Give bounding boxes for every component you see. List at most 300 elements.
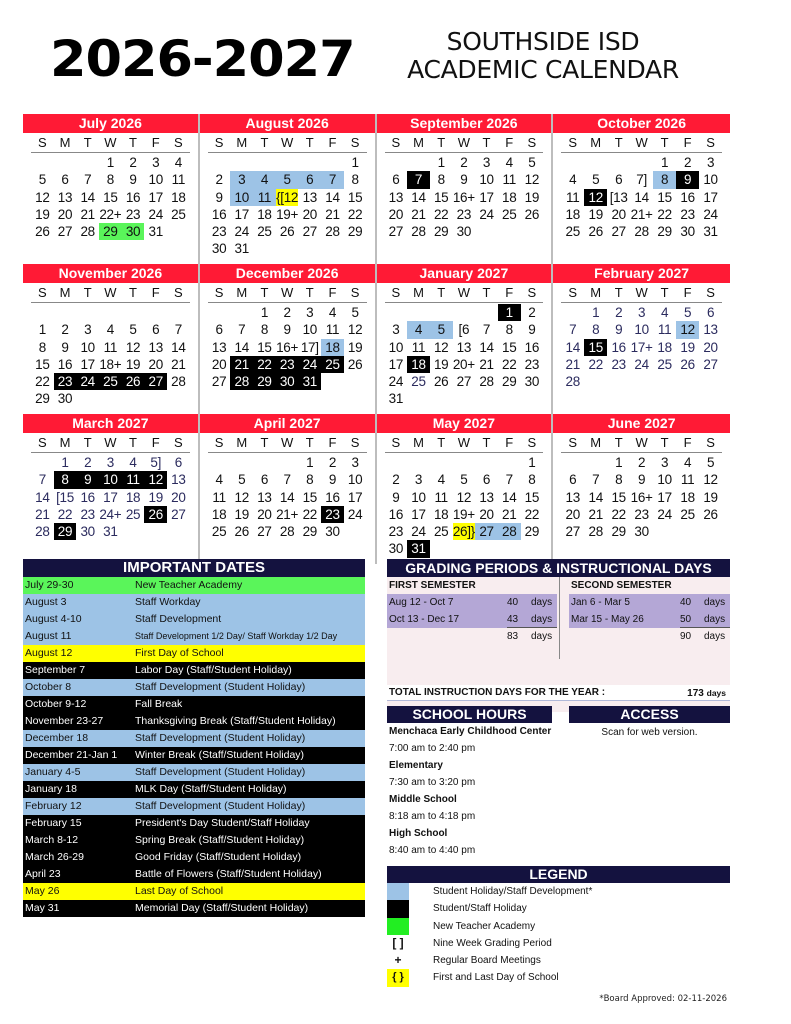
calendar-day: 14	[479, 339, 494, 355]
calendar-day: 4	[437, 472, 445, 488]
calendar-day: 30	[276, 373, 299, 390]
important-date-row	[23, 849, 365, 866]
legend-swatch-icon	[387, 883, 409, 900]
week-row	[31, 206, 190, 223]
important-date: January 4-5	[25, 766, 81, 778]
calendar-day: 2	[615, 305, 623, 320]
weekday-label: M	[59, 135, 71, 150]
calendar-day: 12	[347, 322, 363, 338]
calendar-day: 20+	[452, 356, 475, 372]
week-row	[561, 304, 722, 321]
calendar-day: 13	[171, 472, 186, 488]
week-row	[561, 523, 722, 540]
calendar-day	[276, 154, 299, 171]
week-row	[208, 206, 367, 223]
important-date-row	[23, 577, 365, 594]
calendar-day: 17	[703, 189, 718, 205]
calendar-day: 12	[144, 471, 167, 488]
calendar-day: 1	[528, 455, 536, 470]
weekday-label: M	[236, 285, 248, 300]
calendar-day: 7	[174, 322, 182, 338]
calendar-day: [6	[458, 322, 470, 338]
calendar-day: 23	[80, 506, 95, 522]
calendar-day	[122, 390, 145, 407]
calendar-day	[276, 240, 299, 257]
month-title: October 2026	[553, 114, 730, 133]
legend-label: Student/Staff Holiday	[433, 903, 527, 915]
calendar-day	[407, 390, 430, 407]
legend-item	[387, 918, 730, 935]
calendar-day: 7	[482, 322, 491, 338]
calendar-day: 28	[498, 523, 521, 540]
calendar-day	[453, 390, 476, 407]
calendar-day: 19	[148, 489, 163, 505]
week-row	[385, 471, 544, 488]
legend-label: Student Holiday/Staff Development*	[433, 886, 593, 897]
calendar-day: 23	[611, 356, 626, 372]
calendar-day: 16	[57, 356, 73, 372]
calendar-day: 15	[347, 189, 363, 205]
calendar-day: 11	[171, 172, 186, 188]
calendar-day: 13	[565, 489, 580, 505]
important-date: October 8	[25, 681, 72, 693]
calendar-day: 26	[680, 356, 695, 372]
calendar-day: 5]	[150, 455, 162, 470]
calendar-row	[23, 414, 730, 564]
calendar-day: 29	[54, 523, 77, 540]
calendar-day: 14	[634, 189, 649, 205]
calendar-day: 13	[302, 189, 317, 205]
weekday-label: T	[129, 135, 137, 150]
calendar-day: 18	[433, 506, 449, 522]
calendar-day: 18	[171, 189, 186, 205]
calendar-day: 14	[325, 189, 340, 205]
week-row	[208, 523, 367, 540]
week-row	[561, 489, 722, 506]
calendar-day: 16+	[630, 489, 653, 505]
legend-item	[387, 935, 730, 952]
weekday-label: T	[482, 435, 491, 450]
calendar-day: 15	[103, 189, 118, 205]
calendar-day	[430, 304, 453, 321]
month-title: June 2027	[553, 414, 730, 433]
calendar-day: 25	[211, 524, 227, 540]
calendar-day: 12	[524, 172, 540, 188]
weekday-label: T	[83, 435, 92, 450]
calendar-day	[321, 154, 344, 171]
calendar-day	[122, 523, 145, 540]
calendar-day: 8	[351, 172, 359, 188]
month-title: April 2027	[200, 414, 375, 433]
calendar-day: 3	[414, 472, 423, 488]
calendar-day: 11	[680, 472, 695, 488]
weekday-header	[385, 435, 544, 453]
calendar-day: 27	[611, 224, 626, 240]
calendar-day: 22	[657, 206, 672, 222]
district-name: SOUTHSIDE ISD	[446, 27, 640, 56]
legend-label: Nine Week Grading Period	[433, 937, 552, 949]
calendar-day: 31	[388, 391, 404, 407]
calendar-day: 25	[171, 206, 186, 222]
calendar-day: 9	[528, 322, 536, 338]
important-date-row	[23, 628, 365, 645]
calendar-day	[144, 523, 167, 540]
week-row	[561, 471, 722, 488]
calendar-day: 2	[528, 305, 536, 320]
calendar-day	[475, 540, 498, 557]
week-row	[385, 206, 544, 223]
calendar-day: 25	[657, 356, 672, 372]
calendar-day: 26	[433, 374, 449, 390]
calendar-day: 6	[61, 172, 69, 188]
calendar-day: 5	[460, 472, 468, 488]
calendar-day: 24	[298, 356, 321, 373]
important-date-row	[23, 713, 365, 730]
calendar-day: 30	[456, 224, 472, 240]
weekday-label: S	[568, 135, 578, 150]
important-date: January 18	[25, 783, 77, 795]
school-hours-value: 8:40 am to 4:40 pm	[389, 845, 476, 856]
calendar-day: 17+	[630, 339, 653, 355]
calendar-day: 22	[524, 506, 540, 522]
calendar-day: 2	[61, 322, 69, 338]
calendar-day	[99, 390, 122, 407]
legend-swatch-icon	[387, 918, 409, 935]
weekday-label: W	[280, 435, 294, 450]
weekday-label: F	[683, 285, 692, 300]
week-row	[31, 471, 190, 488]
calendar-day: 11	[566, 189, 580, 205]
calendar-day: 3	[351, 455, 359, 470]
calendar-day	[344, 240, 367, 257]
calendar-day: 22+	[99, 206, 122, 222]
calendar-day: 18	[211, 506, 227, 522]
important-dates-list	[23, 577, 365, 917]
month-calendar	[377, 414, 554, 564]
calendar-day: 21	[479, 356, 494, 372]
week-row	[385, 356, 544, 373]
calendar-day: 20	[57, 206, 73, 222]
weekday-label: T	[129, 285, 137, 300]
calendar-day	[144, 304, 167, 321]
calendar-day: 17	[347, 489, 363, 505]
calendar-day: 4	[253, 171, 276, 188]
calendar-day: 19+	[452, 506, 475, 522]
weekday-header	[31, 135, 190, 153]
important-event: Winter Break (Staff/Student Holiday)	[135, 749, 305, 761]
calendar-day: 8	[38, 339, 46, 355]
calendar-day	[498, 223, 521, 240]
calendar-day: 3	[84, 322, 92, 338]
week-row	[385, 304, 544, 321]
calendar-day: 27	[456, 374, 472, 390]
calendar-day: 17	[657, 489, 672, 505]
calendar-day: 9	[215, 189, 223, 205]
calendar-day: 7]	[636, 172, 647, 188]
weekday-label: F	[683, 135, 692, 150]
important-event: Staff Development (Student Holiday)	[135, 800, 306, 812]
calendar-day: 24	[479, 206, 494, 222]
important-date: August 3	[25, 596, 67, 608]
calendar-day: 5	[706, 455, 715, 470]
calendar-day: 9	[129, 172, 137, 188]
calendar-day: 13	[456, 339, 472, 355]
important-event: New Teacher Academy	[135, 579, 243, 591]
calendar-day: 14	[588, 489, 603, 505]
grading-periods-panel	[387, 559, 730, 712]
calendar-day: 15	[35, 356, 50, 372]
weekday-header	[208, 285, 367, 303]
weekday-label: S	[706, 285, 715, 300]
week-row	[208, 304, 367, 321]
weekday-label: M	[590, 435, 602, 450]
calendar-day	[653, 373, 676, 390]
important-event: Good Friday (Staff/Student Holiday)	[135, 851, 302, 863]
calendar-day: 2	[638, 455, 646, 470]
calendar-day: 20	[171, 489, 186, 505]
calendar-day	[321, 240, 344, 257]
weekday-label: F	[683, 435, 692, 450]
calendar-day: 19	[524, 189, 540, 205]
calendar-day: 3	[106, 455, 114, 470]
calendar-day	[31, 154, 54, 171]
calendar-day	[344, 373, 367, 390]
important-date: May 26	[25, 885, 60, 897]
important-date: February 12	[25, 800, 82, 812]
calendar-day	[321, 373, 344, 390]
important-date-row	[23, 815, 365, 832]
calendar-day: 23	[211, 224, 227, 240]
calendar-day	[167, 390, 190, 407]
calendar-day: 30	[325, 524, 340, 540]
weekday-header	[208, 135, 367, 153]
weekday-label: S	[350, 135, 360, 150]
calendar-day: 11	[122, 471, 145, 488]
calendar-day: 27	[211, 374, 227, 390]
week-row	[208, 321, 367, 338]
calendar-day: 23	[456, 206, 472, 222]
week-row	[208, 471, 367, 488]
calendar-day: 30	[388, 541, 404, 557]
calendar-day: 16	[80, 489, 95, 505]
calendar-day: 1	[106, 155, 114, 170]
week-row	[561, 373, 722, 390]
calendar-day: 10	[230, 189, 253, 206]
calendar-day: 3	[392, 322, 400, 338]
calendar-day: 1	[38, 322, 46, 338]
calendar-day: 28	[479, 374, 494, 390]
calendar-day: 22	[501, 356, 517, 372]
important-date: September 7	[25, 664, 86, 676]
legend-swatch-icon: +	[394, 953, 402, 968]
calendar-day: 2	[460, 155, 468, 170]
week-row	[31, 390, 190, 407]
calendar-day: 8	[592, 322, 600, 338]
second-semester	[569, 577, 730, 645]
week-row	[31, 321, 190, 338]
calendar-day: 1	[351, 155, 359, 170]
calendar-day: 23	[388, 524, 404, 540]
important-event: Staff Development	[135, 613, 222, 625]
semester-divider	[559, 577, 560, 659]
calendar-day: 26	[35, 224, 50, 240]
calendar-day	[31, 304, 54, 321]
week-row	[208, 339, 367, 356]
calendar-day: 26	[347, 356, 363, 372]
legend-swatch-icon	[387, 900, 409, 917]
calendar-day	[475, 390, 498, 407]
calendar-day	[561, 154, 584, 171]
legend-item	[387, 969, 730, 986]
weekday-label: F	[328, 285, 337, 300]
calendar-day: 28	[634, 224, 649, 240]
calendar-day: 22	[57, 506, 73, 522]
important-event: Staff Workday	[135, 596, 201, 608]
calendar-day: 21	[588, 506, 603, 522]
calendar-day	[144, 390, 167, 407]
calendar-day: 20	[148, 356, 163, 372]
calendar-day	[407, 304, 430, 321]
calendar-day: 29	[433, 224, 449, 240]
calendar-day: 11	[103, 339, 118, 355]
weekday-label: T	[260, 435, 269, 450]
calendar-day	[253, 454, 276, 471]
calendar-day: 6	[298, 171, 321, 188]
calendar-day: 6	[569, 472, 577, 488]
school-hours-value: 7:30 am to 3:20 pm	[389, 777, 476, 788]
calendar-day: 15	[302, 489, 317, 505]
calendar-day	[521, 390, 544, 407]
week-row	[31, 454, 190, 471]
week-row	[31, 523, 190, 540]
calendar-day: 26	[122, 373, 145, 390]
calendar-day: 1	[661, 155, 669, 170]
calendar-day: 30	[211, 241, 227, 257]
calendar-day: 24	[634, 356, 649, 372]
calendar-day: 25	[411, 374, 426, 390]
calendar-day: 23	[276, 356, 299, 373]
calendar-day	[385, 454, 408, 471]
weekday-label: S	[391, 285, 401, 300]
calendar-day: 2	[328, 455, 337, 470]
week-row	[385, 339, 544, 356]
weekday-label: F	[505, 135, 514, 150]
calendar-day: 22	[588, 356, 603, 372]
weekday-label: W	[635, 285, 648, 300]
school-hours-list	[387, 723, 552, 859]
important-event: Battle of Flowers (Staff/Student Holiday)	[135, 868, 322, 880]
calendar-day: 7	[84, 172, 92, 188]
calendar-day: 31	[103, 524, 118, 540]
calendar-day: 10	[411, 489, 426, 505]
legend-label: New Teacher Academy	[433, 920, 536, 932]
calendar-day: 5	[129, 322, 137, 338]
calendar-day: 24	[234, 224, 249, 240]
weekday-header	[31, 285, 190, 303]
week-row	[208, 189, 367, 206]
calendar-day: 14	[501, 489, 517, 505]
weekday-label: S	[568, 285, 578, 300]
weekday-label: M	[59, 435, 71, 450]
calendar-day: 7	[407, 171, 430, 188]
calendar-day: 10	[388, 339, 404, 355]
calendar-day	[167, 304, 190, 321]
week-row	[208, 454, 367, 471]
calendar-day	[453, 304, 476, 321]
calendar-day: 28	[35, 524, 50, 540]
calendar-day: 11	[212, 489, 226, 505]
calendar-day	[430, 454, 453, 471]
week-row	[561, 339, 722, 356]
calendar-day: 19	[347, 339, 363, 355]
semester-total-row: 83 days	[507, 631, 553, 642]
calendar-day: 17	[103, 489, 118, 505]
calendar-day: 9	[283, 322, 291, 338]
calendar-day	[76, 304, 99, 321]
calendar-day: 5	[276, 171, 299, 188]
calendar-day: 1	[260, 305, 269, 320]
calendar-day: 16+	[452, 189, 475, 205]
calendar-day: 18+	[99, 356, 122, 372]
week-row	[31, 339, 190, 356]
calendar-day: 17	[411, 506, 426, 522]
week-row	[385, 454, 544, 471]
calendar-day: 23	[321, 506, 344, 523]
calendar-day: 20	[565, 506, 580, 522]
calendar-day: 28	[565, 374, 580, 390]
calendar-day: 31	[298, 373, 321, 390]
calendar-day: 23	[680, 206, 695, 222]
grading-periods-body	[387, 577, 730, 712]
weekday-header	[561, 285, 722, 303]
month-calendar	[200, 114, 377, 264]
calendar-day: 9	[392, 489, 400, 505]
important-event: Spring Break (Staff/Student Holiday)	[135, 834, 305, 846]
important-date-row	[23, 832, 365, 849]
calendar-row	[23, 114, 730, 264]
week-row	[385, 390, 544, 407]
calendar-day: 10	[148, 172, 163, 188]
calendar-day: 6	[260, 472, 269, 488]
month-calendar	[377, 264, 554, 414]
weekday-label: M	[236, 435, 248, 450]
weekday-label: T	[614, 435, 623, 450]
calendar-day: 23	[524, 356, 540, 372]
calendar-day: 22	[302, 506, 317, 522]
calendar-day: 18	[565, 206, 580, 222]
weekday-label: T	[437, 285, 446, 300]
important-date: March 8-12	[25, 834, 79, 846]
important-event: Staff Development (Student Holiday)	[135, 732, 306, 744]
weekday-label: S	[706, 435, 715, 450]
first-semester	[387, 577, 557, 645]
calendar-day	[584, 454, 607, 471]
important-date: August 4-10	[25, 613, 82, 625]
weekday-label: S	[568, 435, 578, 450]
calendar-day: 27	[144, 373, 167, 390]
legend-item	[387, 952, 730, 969]
calendar-day	[385, 304, 408, 321]
calendar-day: 13	[479, 489, 494, 505]
calendar-day: 25	[433, 524, 449, 540]
year-total-row	[387, 685, 730, 701]
weekday-label: W	[104, 285, 117, 300]
calendar-day: 6	[615, 172, 623, 188]
calendar-day: 21	[171, 356, 186, 372]
calendar-day: 8	[528, 472, 536, 488]
calendar-day: 10	[347, 472, 363, 488]
month-title: November 2026	[23, 264, 198, 283]
